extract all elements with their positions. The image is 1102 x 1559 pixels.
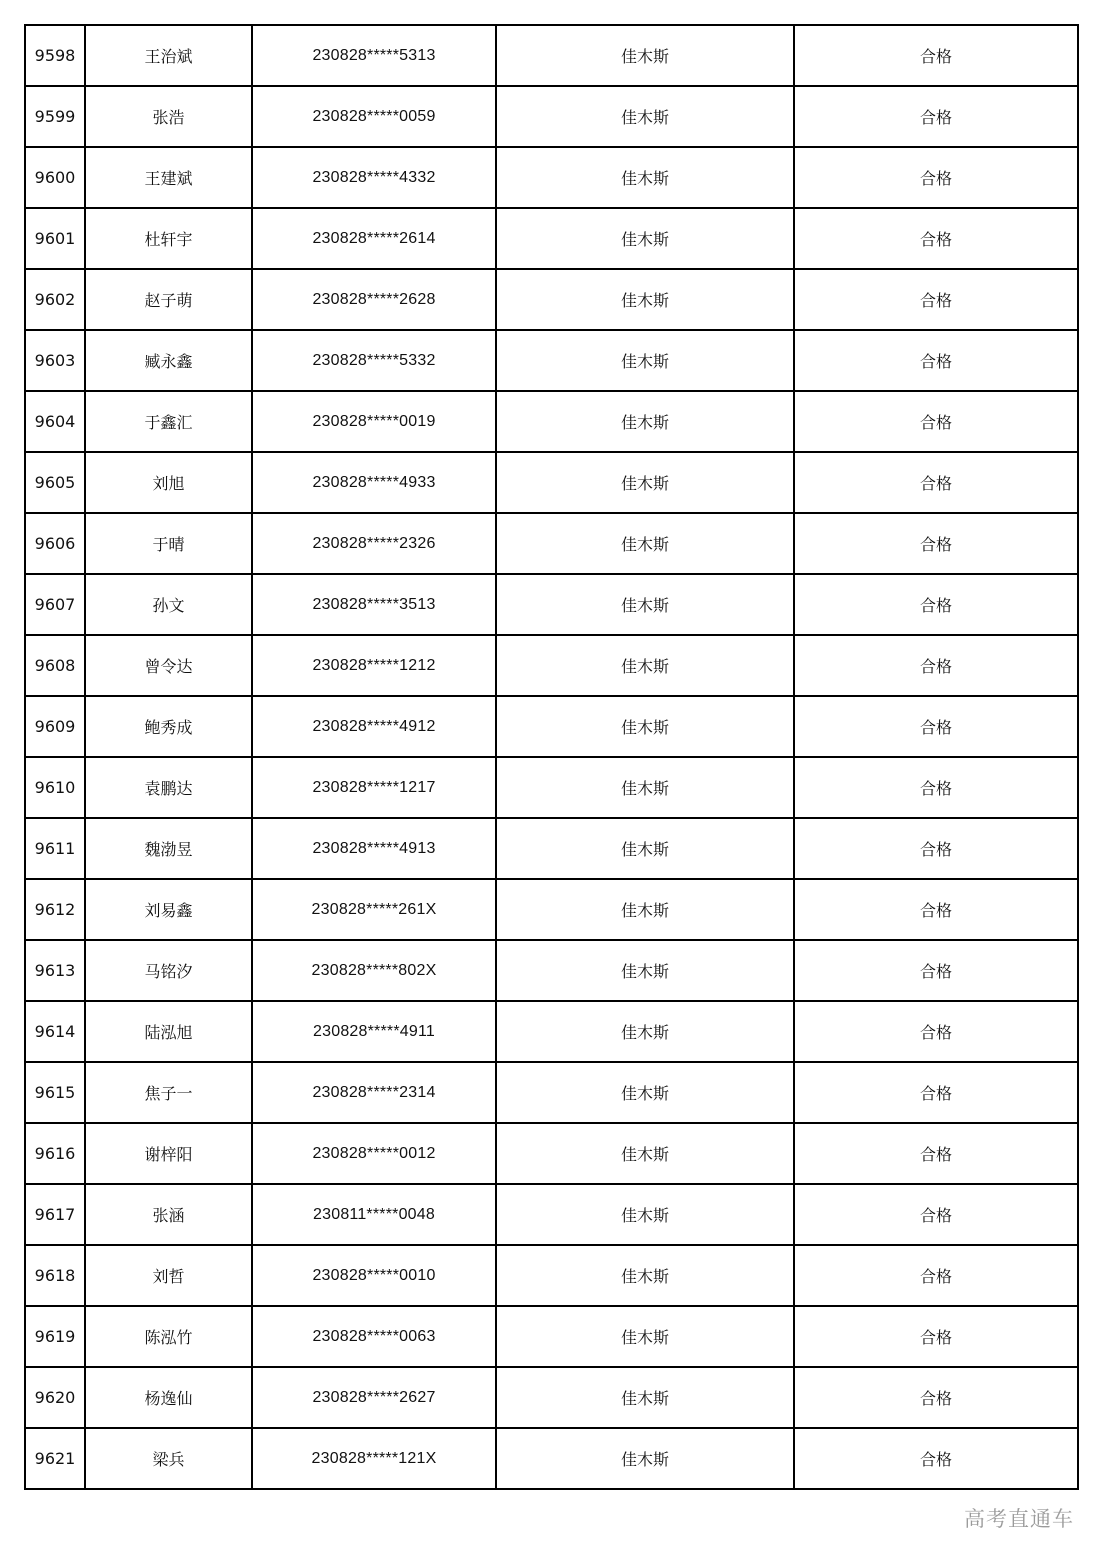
cell-city: 佳木斯 xyxy=(496,1123,794,1184)
cell-city: 佳木斯 xyxy=(496,1001,794,1062)
cell-serial-number: 9607 xyxy=(25,574,85,635)
cell-result: 合格 xyxy=(794,452,1078,513)
cell-serial-number: 9612 xyxy=(25,879,85,940)
cell-id-number: 230828*****5332 xyxy=(252,330,496,391)
cell-city: 佳木斯 xyxy=(496,940,794,1001)
cell-id-number: 230828*****3513 xyxy=(252,574,496,635)
table-row xyxy=(25,208,1078,269)
cell-name: 赵子萌 xyxy=(85,269,252,330)
table-row xyxy=(25,1367,1078,1428)
cell-serial-number: 9617 xyxy=(25,1184,85,1245)
cell-result: 合格 xyxy=(794,391,1078,452)
cell-id-number: 230811*****0048 xyxy=(252,1184,496,1245)
cell-id-number: 230828*****4933 xyxy=(252,452,496,513)
cell-name: 王治斌 xyxy=(85,25,252,86)
cell-result: 合格 xyxy=(794,1428,1078,1489)
cell-result: 合格 xyxy=(794,208,1078,269)
table-row xyxy=(25,757,1078,818)
table-row xyxy=(25,1245,1078,1306)
table-row xyxy=(25,696,1078,757)
cell-city: 佳木斯 xyxy=(496,1306,794,1367)
cell-result: 合格 xyxy=(794,574,1078,635)
cell-serial-number: 9601 xyxy=(25,208,85,269)
cell-id-number: 230828*****2326 xyxy=(252,513,496,574)
cell-name: 曾令达 xyxy=(85,635,252,696)
cell-serial-number: 9616 xyxy=(25,1123,85,1184)
cell-id-number: 230828*****0059 xyxy=(252,86,496,147)
table-row xyxy=(25,818,1078,879)
cell-city: 佳木斯 xyxy=(496,1062,794,1123)
cell-name: 于鑫汇 xyxy=(85,391,252,452)
cell-id-number: 230828*****0019 xyxy=(252,391,496,452)
cell-serial-number: 9598 xyxy=(25,25,85,86)
cell-id-number: 230828*****802X xyxy=(252,940,496,1001)
cell-city: 佳木斯 xyxy=(496,513,794,574)
cell-id-number: 230828*****4913 xyxy=(252,818,496,879)
table-row xyxy=(25,269,1078,330)
cell-result: 合格 xyxy=(794,696,1078,757)
cell-serial-number: 9609 xyxy=(25,696,85,757)
table-row xyxy=(25,1062,1078,1123)
table-row xyxy=(25,86,1078,147)
cell-city: 佳木斯 xyxy=(496,574,794,635)
cell-result: 合格 xyxy=(794,513,1078,574)
cell-result: 合格 xyxy=(794,1367,1078,1428)
table-row xyxy=(25,635,1078,696)
cell-name: 刘易鑫 xyxy=(85,879,252,940)
cell-city: 佳木斯 xyxy=(496,879,794,940)
table-row xyxy=(25,1184,1078,1245)
cell-result: 合格 xyxy=(794,1245,1078,1306)
cell-serial-number: 9600 xyxy=(25,147,85,208)
cell-result: 合格 xyxy=(794,879,1078,940)
cell-id-number: 230828*****2627 xyxy=(252,1367,496,1428)
cell-serial-number: 9605 xyxy=(25,452,85,513)
cell-id-number: 230828*****1217 xyxy=(252,757,496,818)
cell-city: 佳木斯 xyxy=(496,391,794,452)
table-row xyxy=(25,391,1078,452)
cell-city: 佳木斯 xyxy=(496,25,794,86)
cell-name: 杜轩宇 xyxy=(85,208,252,269)
watermark-text: 高考直通车 xyxy=(964,1507,1074,1531)
cell-city: 佳木斯 xyxy=(496,269,794,330)
cell-name: 鲍秀成 xyxy=(85,696,252,757)
cell-serial-number: 9619 xyxy=(25,1306,85,1367)
cell-city: 佳木斯 xyxy=(496,818,794,879)
cell-name: 杨逸仙 xyxy=(85,1367,252,1428)
cell-name: 陆泓旭 xyxy=(85,1001,252,1062)
cell-name: 张涵 xyxy=(85,1184,252,1245)
cell-result: 合格 xyxy=(794,1184,1078,1245)
cell-name: 王建斌 xyxy=(85,147,252,208)
cell-city: 佳木斯 xyxy=(496,208,794,269)
cell-id-number: 230828*****5313 xyxy=(252,25,496,86)
cell-result: 合格 xyxy=(794,1001,1078,1062)
cell-name: 臧永鑫 xyxy=(85,330,252,391)
cell-serial-number: 9608 xyxy=(25,635,85,696)
cell-name: 于晴 xyxy=(85,513,252,574)
cell-id-number: 230828*****0012 xyxy=(252,1123,496,1184)
cell-result: 合格 xyxy=(794,1306,1078,1367)
table-row xyxy=(25,574,1078,635)
cell-serial-number: 9606 xyxy=(25,513,85,574)
table-row xyxy=(25,513,1078,574)
cell-result: 合格 xyxy=(794,86,1078,147)
table-row xyxy=(25,452,1078,513)
cell-serial-number: 9610 xyxy=(25,757,85,818)
cell-result: 合格 xyxy=(794,147,1078,208)
cell-city: 佳木斯 xyxy=(496,757,794,818)
cell-name: 刘旭 xyxy=(85,452,252,513)
cell-name: 焦子一 xyxy=(85,1062,252,1123)
cell-result: 合格 xyxy=(794,757,1078,818)
cell-name: 谢梓阳 xyxy=(85,1123,252,1184)
cell-id-number: 230828*****4332 xyxy=(252,147,496,208)
cell-id-number: 230828*****261X xyxy=(252,879,496,940)
cell-result: 合格 xyxy=(794,25,1078,86)
cell-id-number: 230828*****4912 xyxy=(252,696,496,757)
cell-name: 孙文 xyxy=(85,574,252,635)
cell-serial-number: 9614 xyxy=(25,1001,85,1062)
cell-name: 袁鹏达 xyxy=(85,757,252,818)
table-row xyxy=(25,330,1078,391)
cell-id-number: 230828*****0010 xyxy=(252,1245,496,1306)
cell-id-number: 230828*****0063 xyxy=(252,1306,496,1367)
table-row xyxy=(25,147,1078,208)
cell-result: 合格 xyxy=(794,818,1078,879)
cell-id-number: 230828*****2628 xyxy=(252,269,496,330)
cell-serial-number: 9620 xyxy=(25,1367,85,1428)
cell-city: 佳木斯 xyxy=(496,635,794,696)
cell-city: 佳木斯 xyxy=(496,696,794,757)
table-row xyxy=(25,1428,1078,1489)
cell-name: 陈泓竹 xyxy=(85,1306,252,1367)
cell-id-number: 230828*****1212 xyxy=(252,635,496,696)
table-row xyxy=(25,1001,1078,1062)
cell-serial-number: 9599 xyxy=(25,86,85,147)
table-row xyxy=(25,1123,1078,1184)
cell-name: 刘哲 xyxy=(85,1245,252,1306)
roster-table xyxy=(24,24,1079,1490)
cell-id-number: 230828*****2614 xyxy=(252,208,496,269)
table-row xyxy=(25,1306,1078,1367)
cell-city: 佳木斯 xyxy=(496,1184,794,1245)
cell-result: 合格 xyxy=(794,1062,1078,1123)
cell-name: 梁兵 xyxy=(85,1428,252,1489)
cell-serial-number: 9611 xyxy=(25,818,85,879)
cell-serial-number: 9613 xyxy=(25,940,85,1001)
cell-serial-number: 9603 xyxy=(25,330,85,391)
table-row xyxy=(25,879,1078,940)
cell-result: 合格 xyxy=(794,940,1078,1001)
cell-id-number: 230828*****2314 xyxy=(252,1062,496,1123)
cell-serial-number: 9604 xyxy=(25,391,85,452)
cell-name: 魏渤昱 xyxy=(85,818,252,879)
cell-name: 张浩 xyxy=(85,86,252,147)
cell-serial-number: 9602 xyxy=(25,269,85,330)
roster-table-body xyxy=(25,25,1078,1489)
cell-city: 佳木斯 xyxy=(496,1428,794,1489)
cell-name: 马铭汐 xyxy=(85,940,252,1001)
cell-result: 合格 xyxy=(794,269,1078,330)
cell-city: 佳木斯 xyxy=(496,330,794,391)
cell-serial-number: 9618 xyxy=(25,1245,85,1306)
cell-city: 佳木斯 xyxy=(496,86,794,147)
cell-serial-number: 9621 xyxy=(25,1428,85,1489)
cell-serial-number: 9615 xyxy=(25,1062,85,1123)
cell-result: 合格 xyxy=(794,1123,1078,1184)
cell-id-number: 230828*****121X xyxy=(252,1428,496,1489)
cell-city: 佳木斯 xyxy=(496,1367,794,1428)
table-row xyxy=(25,25,1078,86)
cell-id-number: 230828*****4911 xyxy=(252,1001,496,1062)
cell-result: 合格 xyxy=(794,330,1078,391)
table-row xyxy=(25,940,1078,1001)
cell-city: 佳木斯 xyxy=(496,452,794,513)
cell-result: 合格 xyxy=(794,635,1078,696)
cell-city: 佳木斯 xyxy=(496,1245,794,1306)
cell-city: 佳木斯 xyxy=(496,147,794,208)
